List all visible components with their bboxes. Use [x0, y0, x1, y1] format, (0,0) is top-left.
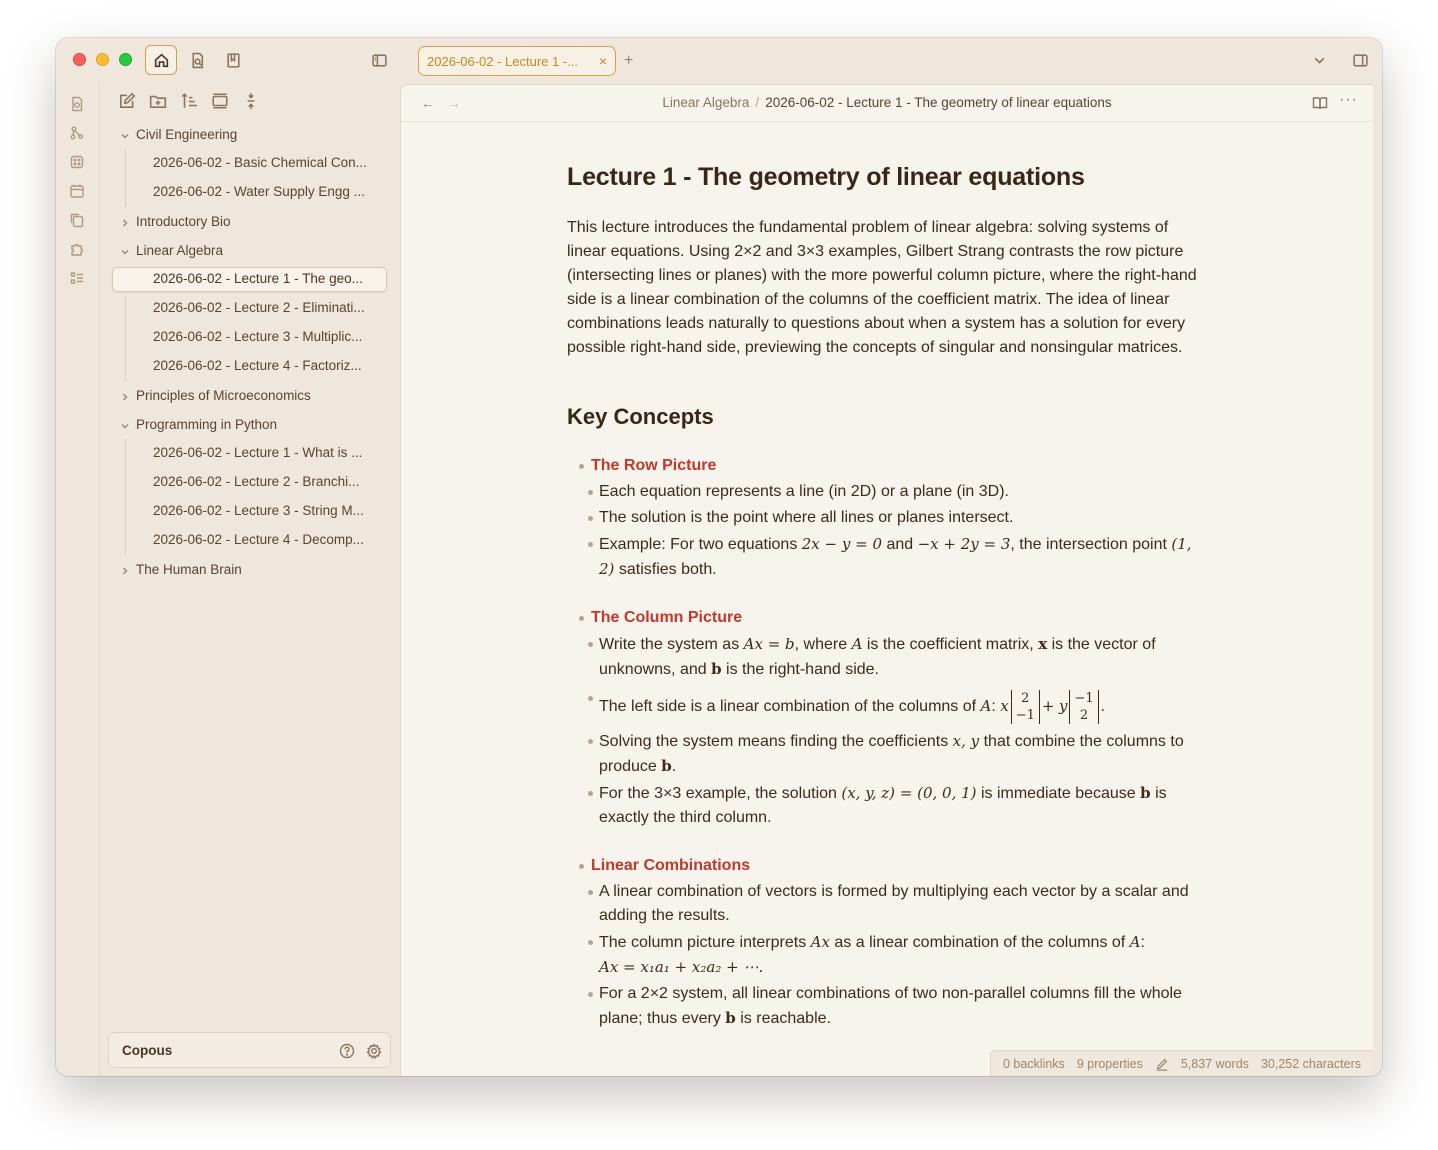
new-folder-icon[interactable]: [149, 92, 167, 110]
folder-name: Civil Engineering: [136, 127, 238, 142]
file-name: 2026-06-02 - Lecture 2 - Eliminati...: [153, 300, 365, 315]
vault-switcher[interactable]: [108, 1032, 391, 1068]
file-name: 2026-06-02 - Lecture 4 - Factoriz...: [153, 358, 362, 373]
file-item[interactable]: [100, 178, 400, 207]
search-file-icon: [69, 96, 85, 112]
list-item: The solution is the point where all lines or planes intersect.: [567, 506, 1207, 530]
tab-title: 2026-06-02 - Lecture 1 -...: [427, 53, 579, 69]
tab-current-note[interactable]: [418, 46, 616, 76]
toggle-left-sidebar-button[interactable]: [363, 45, 395, 75]
folder-item[interactable]: [100, 555, 400, 584]
ribbon-graph[interactable]: [69, 125, 87, 143]
close-window-button[interactable]: [73, 53, 86, 66]
book-open-icon: [1312, 95, 1328, 111]
properties-count[interactable]: 9 properties: [1076, 1056, 1143, 1071]
breadcrumb: [401, 95, 1373, 110]
matrix-column-2: −1 2: [1069, 690, 1098, 724]
ribbon-tasks[interactable]: [69, 270, 87, 288]
more-options-icon[interactable]: ···: [1339, 91, 1358, 108]
folder-name: Programming in Python: [136, 417, 278, 432]
tab-list-button[interactable]: [1303, 45, 1335, 75]
ribbon-canvas[interactable]: [69, 154, 87, 172]
status-bar: [990, 1050, 1373, 1076]
ribbon-templates[interactable]: [69, 212, 87, 230]
copy-icon: [69, 212, 85, 228]
file-item[interactable]: [100, 323, 400, 352]
collapse-all-icon[interactable]: [211, 92, 229, 110]
list-item: A linear combination of vectors is formed by multiplying each vector by a scalar and adding the results.: [567, 880, 1207, 928]
breadcrumb-folder[interactable]: Linear Algebra: [662, 95, 750, 110]
file-name: 2026-06-02 - Basic Chemical Con...: [153, 155, 367, 170]
list-item: Write the system as Ax = b, where A is the coefficient matrix, x is the vector of unknowns, and b is the right-hand side.: [567, 632, 1207, 682]
file-item[interactable]: [100, 352, 400, 381]
file-item[interactable]: [100, 265, 400, 294]
editor-pane: [400, 84, 1373, 1076]
pencil-icon[interactable]: [1155, 1057, 1169, 1071]
list-item: The left side is a linear combination of the columns of A: x 2 −1+ y −1 2.: [567, 686, 1207, 727]
indent-guide: [125, 149, 126, 178]
reading-view-button[interactable]: [1312, 95, 1328, 116]
minimize-window-button[interactable]: [96, 53, 109, 66]
ribbon-plugins[interactable]: [69, 241, 87, 259]
file-item[interactable]: [100, 294, 400, 323]
row-picture-title: The Row Picture: [567, 454, 1207, 478]
bookmarks-view-button[interactable]: [217, 45, 249, 75]
list-item: For the 3×3 example, the solution (x, y, z) = (0, 0, 1) is immediate because b is exactly the third column.: [567, 781, 1207, 830]
file-name: 2026-06-02 - Lecture 1 - The geo...: [153, 271, 363, 286]
indent-guide: [125, 497, 126, 526]
indent-guide: [125, 352, 126, 381]
vault-name: Copous: [122, 1043, 173, 1058]
home-icon: [153, 52, 170, 69]
file-tree: [100, 120, 400, 584]
list-item: Each equation represents a line (in 2D) or a plane (in 3D).: [567, 480, 1207, 504]
file-name: 2026-06-02 - Water Supply Engg ...: [153, 184, 365, 199]
help-icon[interactable]: [339, 1043, 355, 1059]
close-tab-icon[interactable]: ×: [598, 53, 607, 69]
bookmark-icon: [225, 52, 242, 69]
matrix-column-1: 2 −1: [1011, 690, 1040, 724]
breadcrumb-note[interactable]: 2026-06-02 - Lecture 1 - The geometry of linear equations: [765, 95, 1112, 110]
new-note-icon[interactable]: [118, 92, 136, 110]
linear-combinations-title: Linear Combinations: [567, 854, 1207, 878]
key-concepts-heading: Key Concepts: [567, 404, 714, 429]
column-picture-section: [567, 606, 1207, 830]
folder-item[interactable]: [100, 120, 400, 149]
folder-item[interactable]: [100, 236, 400, 265]
backlinks-count[interactable]: 0 backlinks: [1002, 1056, 1065, 1071]
character-count: 30,252 characters: [1260, 1056, 1361, 1071]
breadcrumb-separator: /: [755, 95, 760, 110]
indent-guide: [125, 526, 126, 555]
files-view-button[interactable]: [145, 45, 177, 75]
toggle-right-sidebar-button[interactable]: [1344, 45, 1376, 75]
view-header: [401, 85, 1373, 122]
graph-icon: [69, 125, 85, 141]
ribbon-daily-note[interactable]: [69, 183, 87, 201]
folder-name: The Human Brain: [136, 562, 242, 577]
list-item: Solving the system means finding the coefficients x, y that combine the columns to produce b.: [567, 729, 1207, 779]
column-picture-title: The Column Picture: [567, 606, 1207, 630]
checklist-icon: [69, 270, 85, 286]
file-item[interactable]: [100, 149, 400, 178]
file-name: 2026-06-02 - Lecture 4 - Decomp...: [153, 532, 364, 547]
linear-combinations-section: [567, 854, 1207, 1031]
file-item[interactable]: [100, 439, 400, 468]
auto-reveal-icon[interactable]: [242, 92, 260, 110]
canvas-icon: [69, 154, 85, 170]
calendar-edit-icon: [69, 183, 85, 199]
list-item: The column picture interprets Ax as a linear combination of the columns of A: Ax = x₁a₁ + x₂a₂ + ⋯.: [567, 930, 1207, 980]
chevron-down-icon[interactable]: [120, 245, 130, 255]
chevron-right-icon[interactable]: [120, 390, 130, 400]
search-file-icon: [189, 52, 206, 69]
file-name: 2026-06-02 - Lecture 3 - Multiplic...: [153, 329, 363, 344]
file-item[interactable]: [100, 468, 400, 497]
folder-item[interactable]: [100, 381, 400, 410]
file-explorer-toolbar: [118, 92, 260, 112]
title-bar: [56, 38, 1382, 84]
sort-icon[interactable]: [180, 92, 198, 110]
chevron-down-icon[interactable]: [120, 419, 130, 429]
list-item: For a 2×2 system, all linear combinations of two non-parallel columns fill the whole plane; thus every b is reachable.: [567, 982, 1207, 1031]
folder-item[interactable]: [100, 410, 400, 439]
note-intro: This lecture introduces the fundamental problem of linear algebra: solving systems of linear equations. Using 2×2 and 3×3 examples, Gilbert Strang contrasts the row picture (intersecting lines or planes) with the more powerful column picture, where the right-hand side is a linear combination of the columns of the coefficient matrix. The idea of linear combinations leads naturally to questions about when a system has a solution for every possible right-hand side, previewing the concepts of singular and nonsingular matrices.: [567, 219, 1197, 356]
back-arrow-icon[interactable]: ←: [421, 95, 435, 111]
file-name: 2026-06-02 - Lecture 2 - Branchi...: [153, 474, 360, 489]
file-name: 2026-06-02 - Lecture 1 - What is ...: [153, 445, 363, 460]
file-explorer: [100, 84, 400, 1076]
forward-arrow-icon[interactable]: →: [447, 95, 461, 111]
indent-guide: [125, 323, 126, 352]
file-item[interactable]: [100, 497, 400, 526]
indent-guide: [125, 468, 126, 497]
indent-guide: [125, 294, 126, 323]
folder-name: Linear Algebra: [136, 243, 224, 258]
sidebar-right-icon: [1352, 52, 1369, 69]
chevron-right-icon[interactable]: [120, 216, 130, 226]
file-name: 2026-06-02 - Lecture 3 - String M...: [153, 503, 364, 518]
sidebar-left-icon: [371, 52, 388, 69]
chevron-right-icon[interactable]: [120, 564, 130, 574]
word-count: 5,837 words: [1180, 1056, 1249, 1071]
note-content: [567, 125, 1207, 1031]
puzzle-icon: [69, 241, 85, 257]
gear-icon[interactable]: [366, 1043, 382, 1059]
chevron-down-icon[interactable]: [120, 129, 130, 139]
row-picture-section: [567, 454, 1207, 582]
search-view-button[interactable]: [181, 45, 213, 75]
list-item: Example: For two equations 2x − y = 0 and −x + 2y = 3, the intersection point (1, 2) satisfies both.: [567, 532, 1207, 582]
zoom-window-button[interactable]: [119, 53, 132, 66]
new-tab-button[interactable]: +: [624, 52, 634, 69]
indent-guide: [125, 178, 126, 207]
folder-name: Principles of Microeconomics: [136, 388, 311, 403]
indent-guide: [125, 439, 126, 468]
folder-item[interactable]: [100, 207, 400, 236]
app-window: [56, 38, 1382, 1076]
ribbon: [56, 84, 100, 1076]
note-title: Lecture 1 - The geometry of linear equations: [567, 163, 1085, 191]
ribbon-search[interactable]: [69, 96, 87, 114]
chevron-down-icon: [1311, 52, 1328, 69]
file-item[interactable]: [100, 526, 400, 555]
folder-name: Introductory Bio: [136, 214, 231, 229]
